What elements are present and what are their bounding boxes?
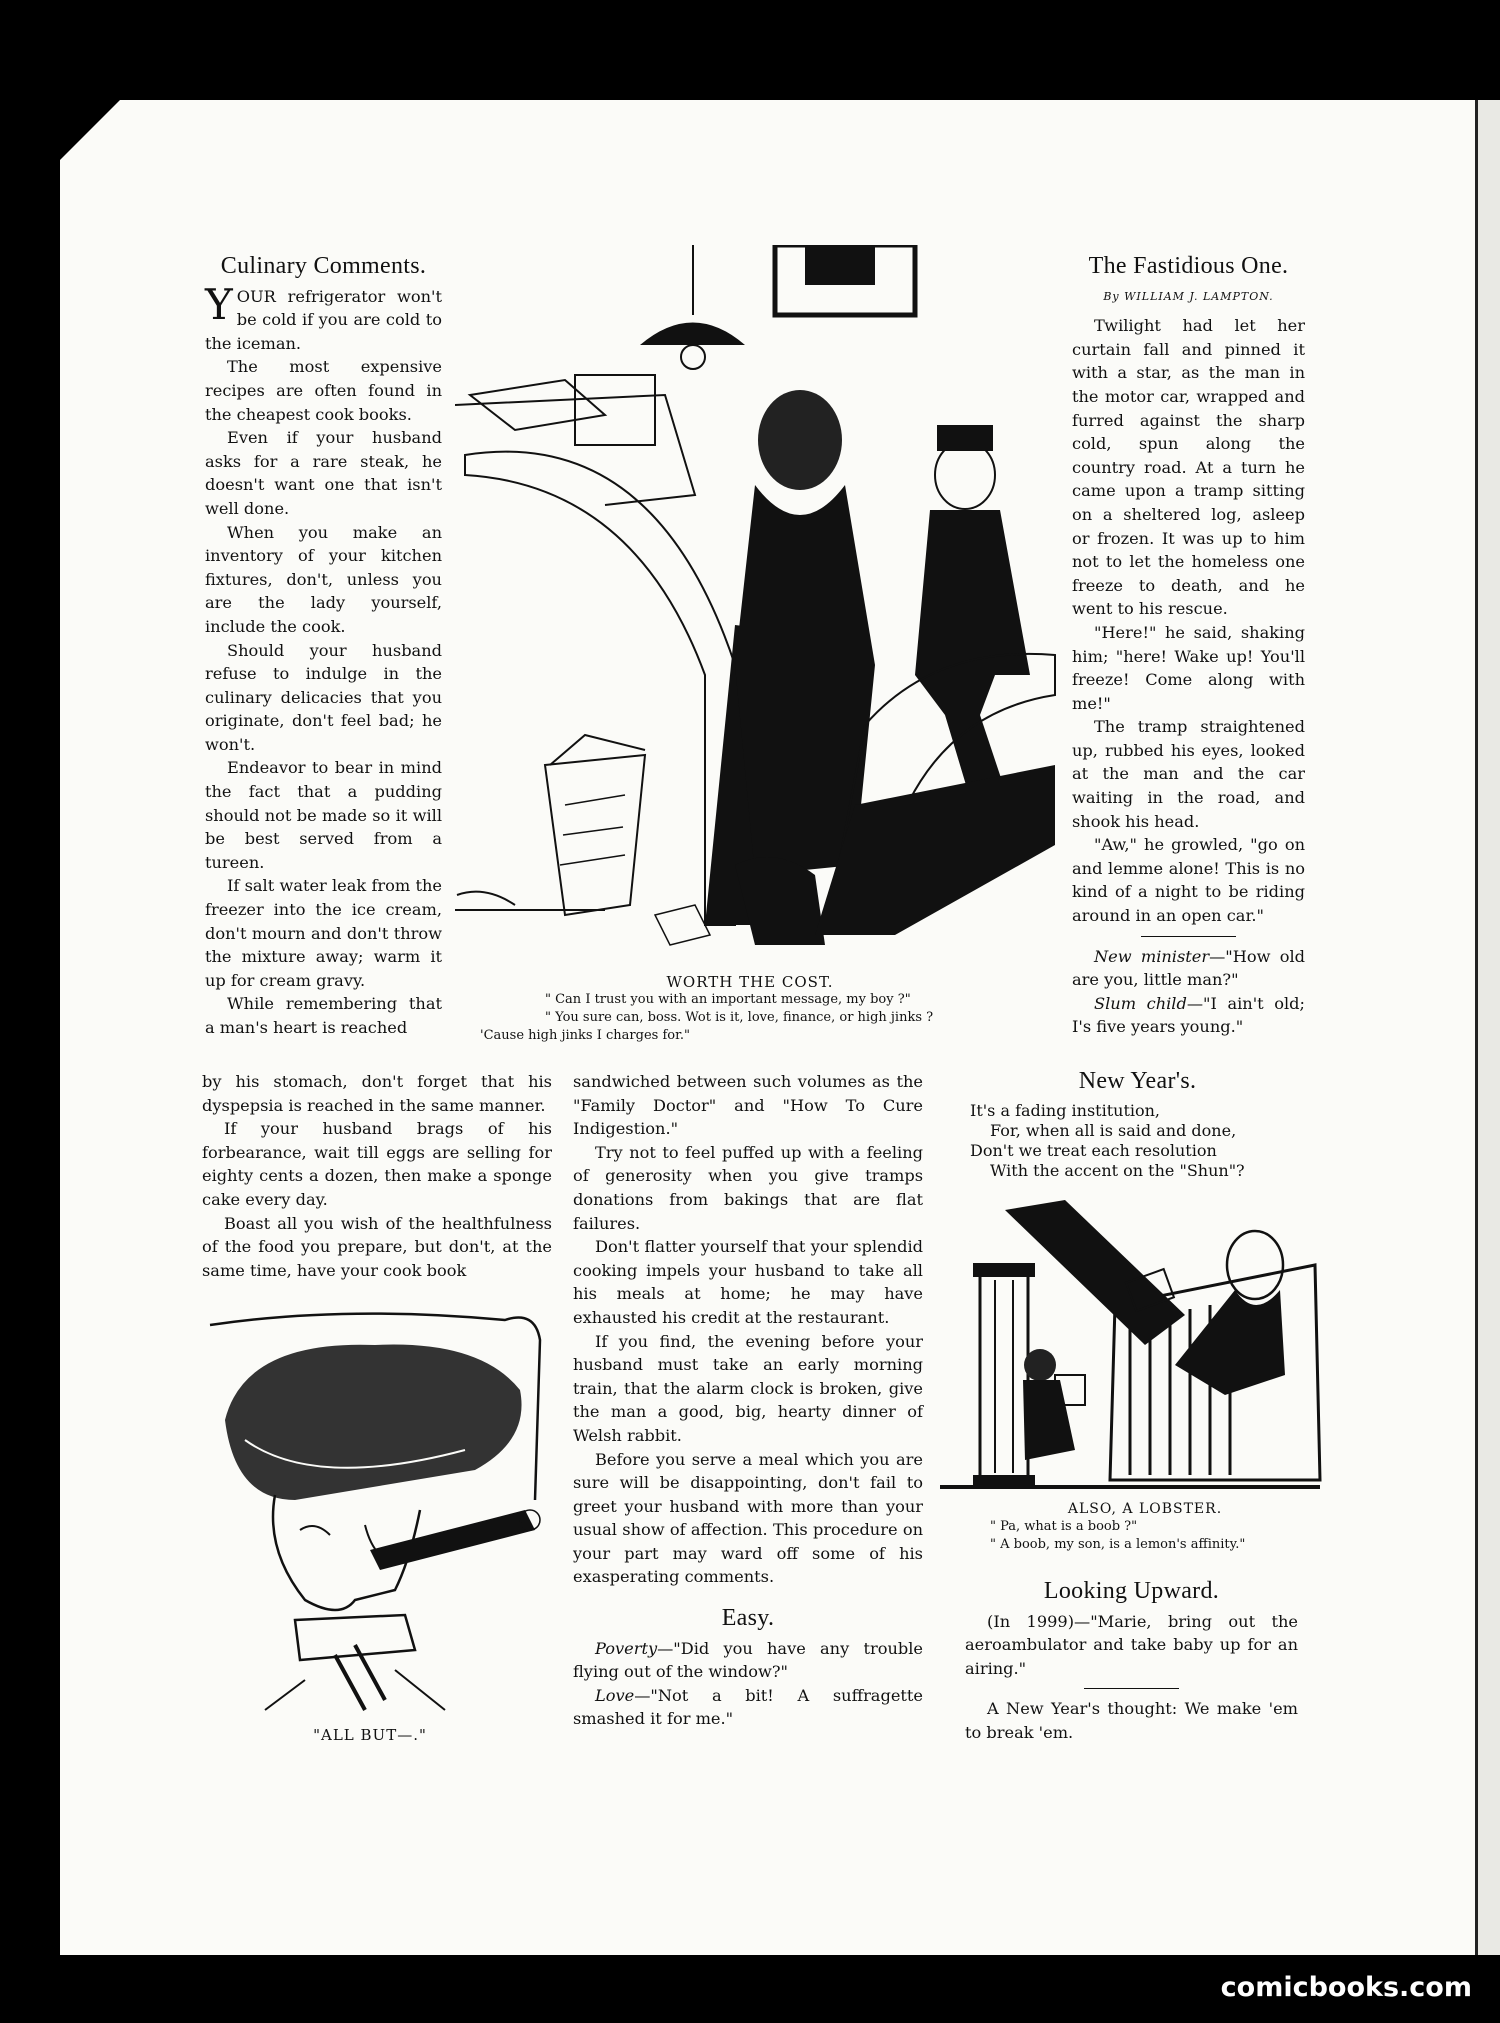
verse-line: With the accent on the "Shun"? bbox=[990, 1161, 1245, 1180]
caption-title: WORTH THE COST. bbox=[666, 973, 834, 991]
culinary-comments-continued bbox=[202, 1070, 552, 1282]
caption-line: " Pa, what is a boob ?" bbox=[990, 1519, 1138, 1534]
culinary-comments-column bbox=[205, 255, 442, 1040]
divider bbox=[1084, 1688, 1179, 1689]
paragraph: If salt water leak from the freezer into the ice cream, don't mourn and don't throw the mixture away; warm it up for cream gravy. bbox=[205, 876, 442, 990]
easy-title: Easy. bbox=[721, 1605, 775, 1632]
paragraph: Twilight had let her curtain fall and pinned it with a star, as the man in the motor car, wrapped and furred against the sharp cold, spun along the country road. At a turn he came upon a tramp sitting on a sheltered log, asleep or frozen. It was up to him not to let the homeless one freeze to death, and he went to his rescue. bbox=[1072, 316, 1305, 619]
all-but-illustration bbox=[205, 1300, 550, 1725]
paragraph: If your husband brags of his forbearance, wait till eggs are selling for eighty cents a dozen, then make a sponge cake every day. bbox=[202, 1119, 552, 1209]
paragraph: When you make an inventory of your kitchen fixtures, don't, unless you are the lady yourself, include the cook. bbox=[205, 522, 442, 636]
paragraph: "Aw," he growled, "go on and lemme alone! This is no kind of a night to be riding around in an open car." bbox=[1072, 835, 1305, 926]
paragraph: "Here!" he said, shaking him; "here! Wake up! You'll freeze! Come along with me!" bbox=[1072, 622, 1305, 713]
worth-the-cost-illustration bbox=[455, 245, 1065, 970]
culinary-comments-column-2 bbox=[573, 1070, 923, 1731]
fastidious-one-column bbox=[1072, 255, 1305, 1039]
paragraph: While remembering that a man's heart is reached bbox=[205, 994, 442, 1037]
paragraph: YOUR refrigerator won't be cold if you are cold to the iceman. bbox=[205, 279, 442, 353]
paragraph: (In 1999)—"Marie, bring out the aeroambulator and take baby up for an airing." bbox=[965, 1611, 1298, 1678]
dropcap: Y bbox=[205, 279, 233, 329]
caption-line: " You sure can, boss. Wot is it, love, finance, or high jinks ? bbox=[545, 1010, 934, 1025]
caption-line: 'Cause high jinks I charges for." bbox=[480, 1028, 690, 1043]
dialogue-line: Poverty—"Did you have any trouble flying out of the window?" bbox=[573, 1638, 923, 1682]
paragraph: by his stomach, don't forget that his dyspepsia is reached in the same manner. bbox=[202, 1072, 552, 1115]
paragraph: Endeavor to bear in mind the fact that a pudding should not be made so it will be best served from a tureen. bbox=[205, 758, 442, 872]
verse-line: Don't we treat each resolution bbox=[970, 1141, 1217, 1160]
worth-the-cost-caption bbox=[480, 973, 1020, 1045]
divider bbox=[1141, 936, 1236, 937]
caption-line: " A boob, my son, is a lemon's affinity." bbox=[990, 1537, 1246, 1552]
verse bbox=[970, 1101, 1305, 1181]
dialogue-line: Love—"Not a bit! A suffragette smashed it for me." bbox=[573, 1685, 923, 1729]
byline: By WILLIAM J. LAMPTON. bbox=[1103, 289, 1274, 303]
culinary-comments-title: Culinary Comments. bbox=[220, 253, 427, 279]
dialogue-line: New minister—"How old are you, little man?" bbox=[1072, 946, 1305, 990]
verse-line: For, when all is said and done, bbox=[990, 1121, 1237, 1140]
watermark: comicbooks.com bbox=[1220, 1972, 1472, 2003]
new-years-section bbox=[970, 1068, 1305, 1181]
caption-title: ALSO, A LOBSTER. bbox=[1067, 1501, 1223, 1517]
also-a-lobster-illustration bbox=[935, 1195, 1325, 1495]
paragraph: Try not to feel puffed up with a feeling of generosity when you give tramps donations from bakings that are flat failures. bbox=[573, 1142, 923, 1233]
looking-upward-title: Looking Upward. bbox=[1043, 1578, 1220, 1604]
dialogue-line: Slum child—"I ain't old; I's five years young." bbox=[1072, 993, 1305, 1037]
paragraph: sandwiched between such volumes as the "Family Doctor" and "How To Cure Indigestion." bbox=[573, 1072, 923, 1139]
all-but-caption: "ALL BUT—." bbox=[313, 1726, 427, 1744]
paragraph: The most expensive recipes are often found in the cheapest cook books. bbox=[205, 357, 442, 424]
fastidious-one-title: The Fastidious One. bbox=[1088, 253, 1289, 279]
paragraph: Should your husband refuse to indulge in the culinary delicacies that you originate, don't feel bad; he won't. bbox=[205, 640, 442, 754]
new-years-title: New Year's. bbox=[1078, 1068, 1197, 1094]
paragraph: Even if your husband asks for a rare steak, he doesn't want one that isn't well done. bbox=[205, 428, 442, 518]
paragraph: If you find, the evening before your husband must take an early morning train, that the alarm clock is broken, give the man a good, big, hearty dinner of Welsh rabbit. bbox=[573, 1331, 923, 1445]
paragraph: The tramp straightened up, rubbed his eyes, looked at the man and the car waiting in the road, and shook his head. bbox=[1072, 717, 1305, 831]
paragraph: Don't flatter yourself that your splendid cooking impels your husband to take all his meals at home; he may have exhausted his credit at the restaurant. bbox=[573, 1237, 923, 1327]
paragraph: Before you serve a meal which you are sure will be disappointing, don't fail to greet your husband with more than your usual show of affection. This procedure on your part may ward off some of his exasperating comments. bbox=[573, 1449, 923, 1587]
paragraph: A New Year's thought: We make 'em to break 'em. bbox=[965, 1699, 1298, 1742]
paragraph: Boast all you wish of the healthfulness of the food you prepare, but don't, at the same time, have your cook book bbox=[202, 1213, 552, 1280]
looking-upward-section bbox=[965, 1580, 1298, 1745]
verse-line: It's a fading institution, bbox=[970, 1101, 1161, 1120]
also-a-lobster-caption bbox=[985, 1500, 1305, 1554]
caption-line: " Can I trust you with an important message, my boy ?" bbox=[545, 992, 911, 1007]
facing-page-edge bbox=[1475, 100, 1500, 1955]
